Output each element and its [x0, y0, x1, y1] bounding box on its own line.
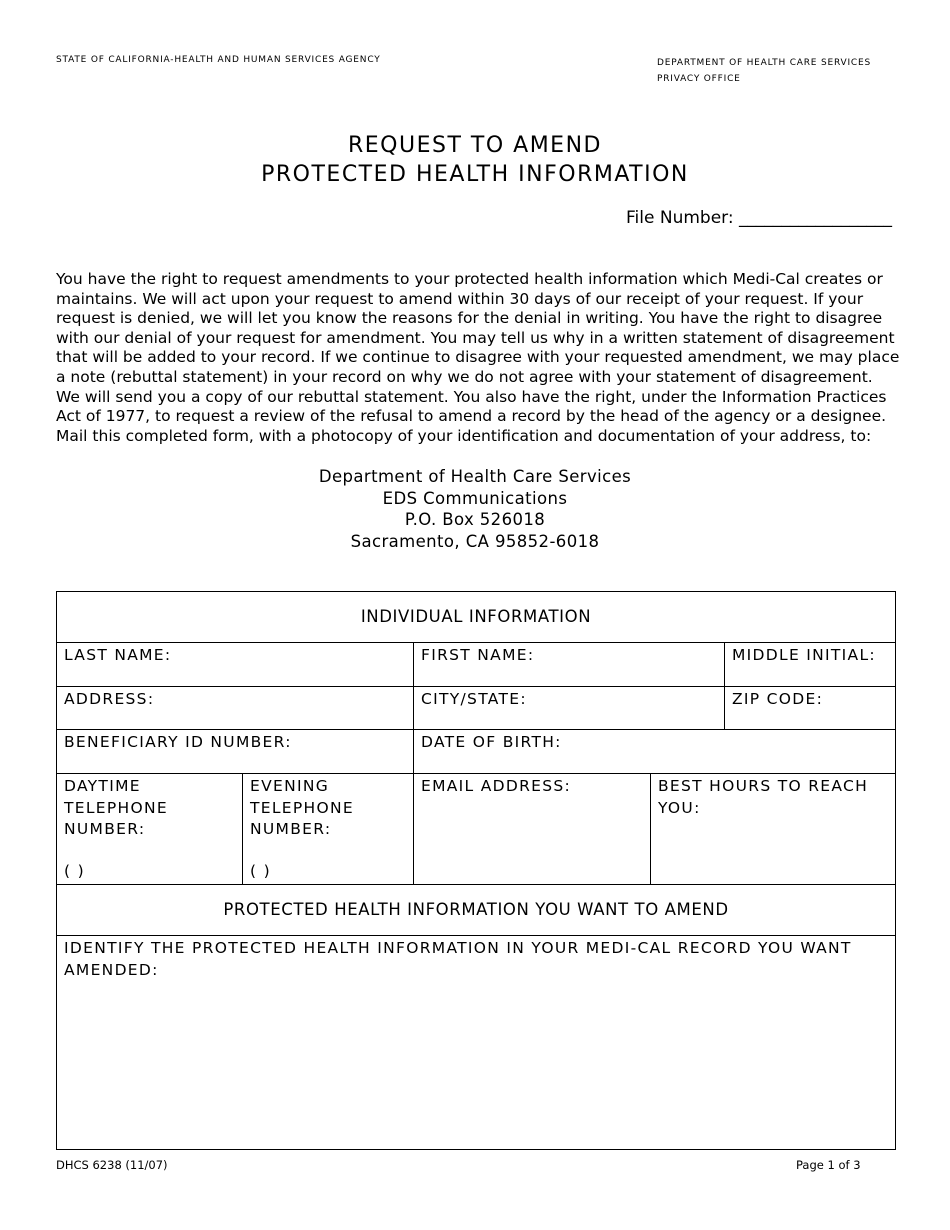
zip-code-field[interactable]: ZIP CODE:: [725, 687, 896, 730]
address-field[interactable]: ADDRESS:: [57, 687, 414, 730]
individual-information-form: [56, 591, 896, 1150]
beneficiary-id-field[interactable]: BENEFICIARY ID NUMBER:: [57, 730, 414, 774]
section-individual-information: INDIVIDUAL INFORMATION: [57, 592, 896, 643]
first-name-field[interactable]: FIRST NAME:: [414, 643, 725, 687]
address-line-3: P.O. Box 526018: [404, 510, 546, 529]
daytime-phone-label: DAYTIME TELEPHONE NUMBER:: [64, 777, 168, 838]
address-line-4: Sacramento, CA 95852-6018: [350, 531, 600, 551]
best-hours-field[interactable]: BEST HOURS TO REACH YOU:: [651, 774, 896, 885]
city-state-field[interactable]: CITY/STATE:: [414, 687, 725, 730]
form-title-line1: REQUEST TO AMEND: [348, 133, 602, 158]
section-phi-to-amend: PROTECTED HEALTH INFORMATION YOU WANT TO AMEND: [57, 885, 896, 936]
daytime-phone-area-code: ( ): [64, 861, 85, 880]
address-line-1: Department of Health Care Services: [318, 467, 632, 486]
daytime-phone-field[interactable]: [57, 774, 243, 885]
form-title-line2: PROTECTED HEALTH INFORMATION: [261, 162, 689, 187]
department-name: DEPARTMENT OF HEALTH CARE SERVICES: [657, 58, 871, 68]
agency-header: STATE OF CALIFORNIA-HEALTH AND HUMAN SERVICES AGENCY: [56, 55, 381, 65]
middle-initial-field[interactable]: MIDDLE INITIAL:: [725, 643, 896, 687]
email-address-field[interactable]: EMAIL ADDRESS:: [414, 774, 651, 885]
identify-phi-field[interactable]: IDENTIFY THE PROTECTED HEALTH INFORMATION IN YOUR MEDI-CAL RECORD YOU WANT AMENDED:: [57, 936, 896, 1150]
evening-phone-label: EVENING TELEPHONE NUMBER:: [250, 777, 354, 838]
evening-phone-area-code: ( ): [250, 861, 271, 880]
intro-paragraph: You have the right to request amendments to your protected health information which Medi-Cal creates or maintains. We will act upon your request to amend within 30 days of our receipt of your request. If your request is denied, we will let you know the reasons for the denial in writing. You have the right to disagree with our denial of your request for amendment. You may tell us why in a written statement of disagreement that will be added to your record. If we continue to disagree with your requested amendment, we may place a note (rebuttal statement) in your record on why we do not agree with your statement of disagreement. We will send you a copy of our rebuttal statement. You also have the right, under the Information Practices Act of 1977, to request a review of the refusal to amend a record by the head of the agency or a designee. Mail this completed form, with a photocopy of your identification and documentation of your address, to:: [56, 270, 900, 445]
file-number-field[interactable]: File Number: __________________: [626, 208, 892, 228]
mailing-address: [0, 466, 950, 552]
office-name: PRIVACY OFFICE: [657, 74, 741, 84]
form-id: DHCS 6238 (11/07): [56, 1158, 168, 1172]
department-header: [657, 55, 871, 87]
last-name-field[interactable]: LAST NAME:: [57, 643, 414, 687]
page-number: Page 1 of 3: [796, 1158, 861, 1172]
evening-phone-field[interactable]: [243, 774, 414, 885]
date-of-birth-field[interactable]: DATE OF BIRTH:: [414, 730, 896, 774]
address-line-2: EDS Communications: [382, 488, 568, 508]
